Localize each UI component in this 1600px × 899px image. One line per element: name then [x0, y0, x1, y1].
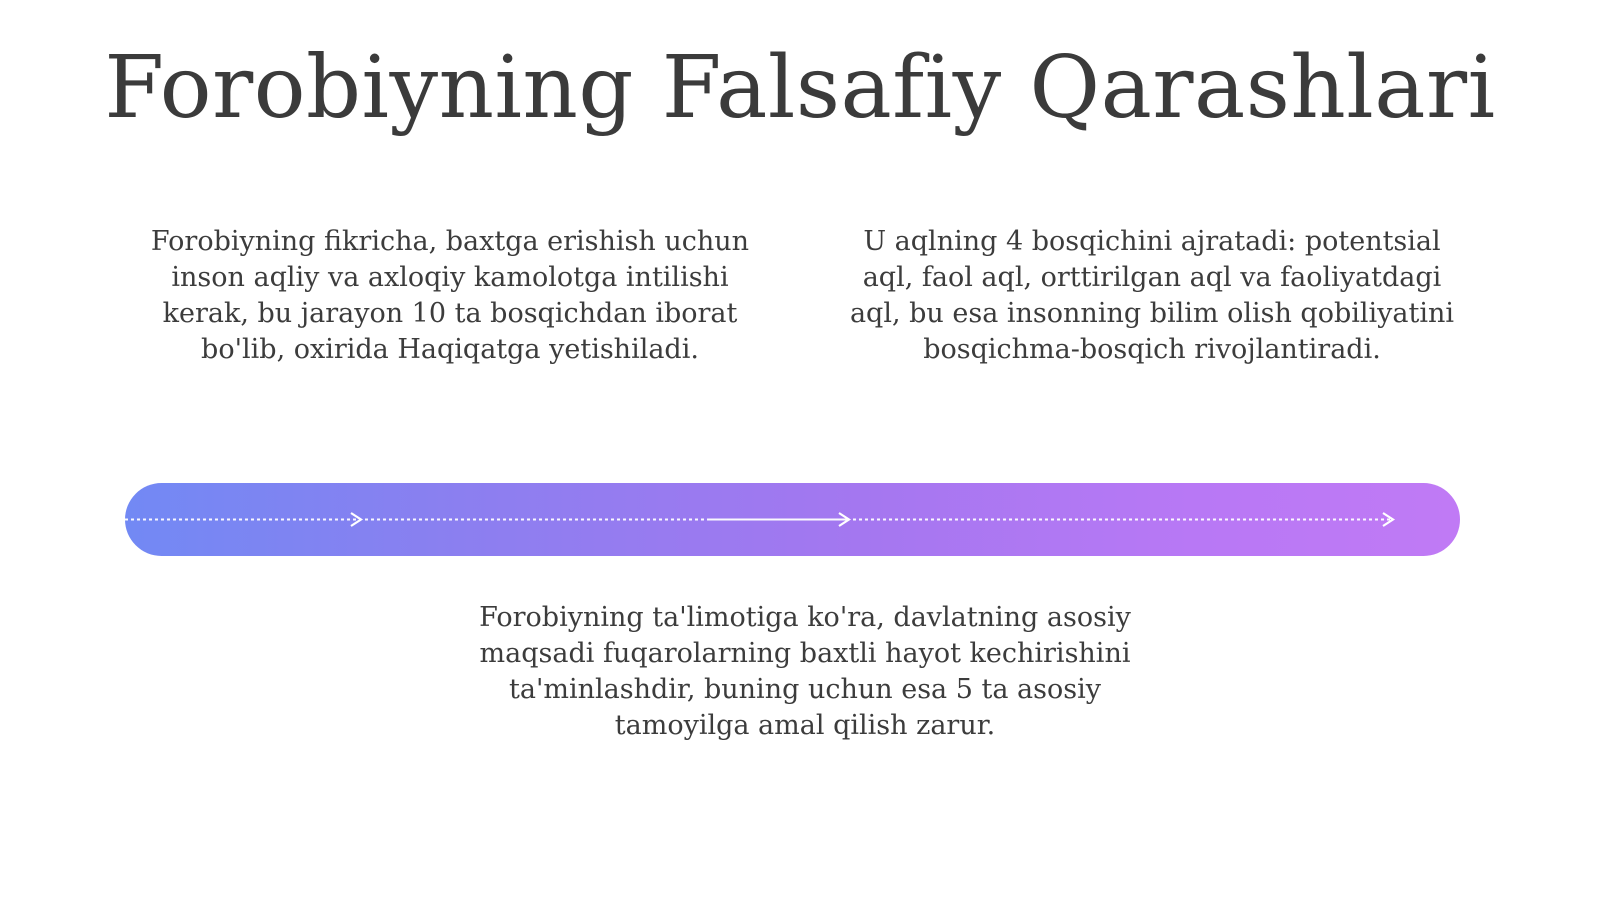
timeline-bar	[125, 483, 1460, 556]
timeline-arrows	[125, 483, 1460, 556]
slide-title: Forobiyning Falsafiy Qarashlari	[104, 38, 1496, 138]
text-block-right: U aqlning 4 bosqichini ajratadi: potentsial aql, faol aql, orttirilgan aql va faoliyatdagi aql, bu esa insonning bilim olish qobiliyatini bosqichma-bosqich rivojlantiradi.	[849, 226, 1455, 365]
text-block-left: Forobiyning fikricha, baxtga erishish uchun inson aqliy va axloqiy kamolotga intilishi kerak, bu jarayon 10 ta bosqichdan iborat bo'lib, oxirida Haqiqatga yetishiladi.	[150, 226, 750, 365]
text-block-bottom: Forobiyning ta'limotiga ko'ra, davlatning asosiy maqsadi fuqarolarning baxtli hayot kechirishini ta'minlashdir, buning uchun esa 5 ta asosiy tamoyilga amal qilish zarur.	[479, 602, 1131, 741]
